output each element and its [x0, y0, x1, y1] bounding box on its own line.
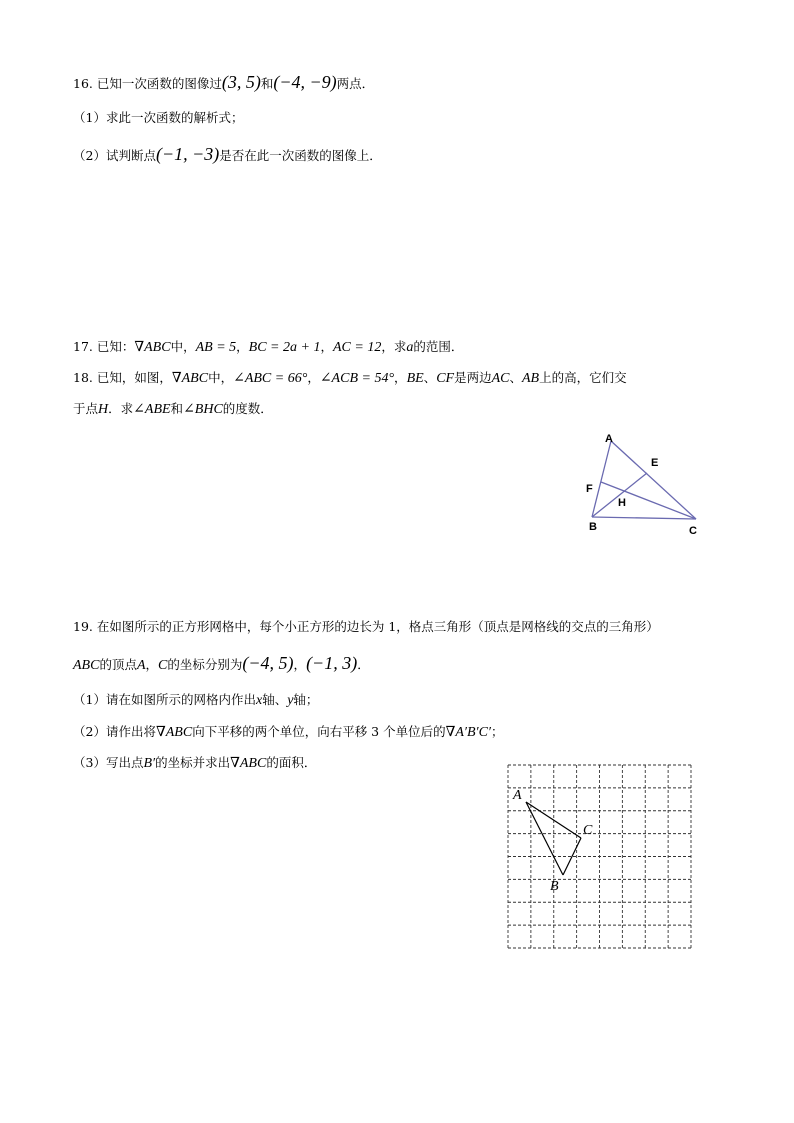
edge-ab — [592, 441, 611, 517]
q17-comma-1: ， — [236, 339, 249, 354]
label-c: C — [689, 525, 697, 537]
q19-coord-c: (−1, 3) — [306, 653, 358, 673]
q17-var: a — [406, 340, 414, 355]
q18-text-c: 是两边 — [454, 370, 492, 385]
q19-part3-a: （3）写出点 — [73, 755, 144, 770]
q17-text-d: 的范围． — [413, 339, 464, 354]
q17-text-c: ，求 — [381, 339, 407, 354]
q19-grid-figure — [505, 762, 695, 952]
q19-part1-c: 轴； — [293, 692, 319, 707]
q17-text-a: 17. 已知： — [73, 339, 135, 354]
q18-text-f: ．求 — [108, 401, 134, 416]
label-b: B — [589, 521, 597, 533]
q19-x: x — [255, 693, 263, 708]
q18-text-d: 上的高，它们交 — [539, 370, 627, 385]
label-f: F — [586, 483, 593, 495]
label-e: E — [651, 457, 659, 469]
q18-comma-2: ， — [394, 370, 407, 385]
q16-stem-text-c: 两点． — [336, 76, 375, 91]
grid-edge-ab — [526, 802, 563, 875]
q19-part3-b: B′ — [143, 756, 156, 771]
q19-part2-b: 向下平移的两个单位，向右平移 3 个单位后的 — [192, 724, 446, 739]
q18-ab: AB — [522, 371, 540, 386]
q19-part1-a: （1）请在如图所示的网格内作出 — [73, 692, 256, 707]
q18-angle1: ∠ABC = 66° — [233, 371, 308, 386]
q16-stem — [73, 71, 374, 95]
q16-point2: (−4, −9) — [273, 72, 337, 92]
q19-text-d: ， — [145, 657, 159, 672]
q19-abc: ABC — [73, 658, 100, 673]
q19-y: y — [287, 693, 294, 708]
q18-triangle: ∇ABC — [171, 371, 209, 386]
q18-ask1: ∠ABE — [133, 402, 171, 417]
q19-c: C — [158, 658, 168, 673]
q17-comma-2: ， — [320, 339, 333, 354]
q19-part2-tri2: ∇A′B′C′ — [445, 725, 491, 740]
q18-text-g: 和 — [170, 401, 184, 416]
q19-part2-a: （2）请作出将 — [73, 724, 156, 739]
q18-sep-1: 、 — [423, 370, 437, 385]
q16-part2-text-b: 是否在此一次函数的图像上． — [219, 148, 382, 163]
q18-cf: CF — [436, 371, 455, 386]
q18-sep-2: 、 — [509, 370, 522, 385]
q19-line2 — [73, 652, 370, 677]
q18-text-e: 于点 — [73, 401, 99, 416]
q19-part3-d: 的面积． — [266, 755, 317, 770]
q18-line2 — [73, 398, 273, 421]
q19-part1-b: 轴、 — [262, 692, 288, 707]
q19-part3-tri: ∇ABC — [230, 756, 267, 771]
q18-be: BE — [406, 371, 424, 386]
grid-label-a: A — [513, 788, 522, 803]
q16-point1: (3, 5) — [221, 72, 261, 92]
q19-coord-a: (−4, 5) — [242, 653, 294, 673]
q18-ask2: ∠BHC — [183, 402, 223, 417]
q16-part1: （1）求此一次函数的解析式； — [73, 110, 244, 125]
q19-text-g: ． — [357, 657, 370, 672]
q18-triangle-figure — [585, 430, 715, 540]
q19-a: A — [136, 658, 146, 673]
q17-text-b: 中， — [170, 339, 196, 354]
grid-label-b: B — [550, 879, 559, 894]
q19-part3-c: 的坐标并求出 — [155, 755, 231, 770]
altitude-be — [592, 473, 647, 517]
q18-line1 — [73, 367, 627, 390]
q19-part1 — [73, 689, 318, 712]
altitude-cf — [601, 482, 696, 519]
q16-part2-text-a: （2）试判断点 — [73, 148, 156, 163]
q18-angle2: ∠ACB = 54° — [319, 371, 395, 386]
q17-ac: AC = 12 — [332, 340, 382, 355]
q16-part2-point: (−1, −3) — [155, 144, 220, 164]
q17-stem — [73, 336, 463, 359]
q19-line1: 19. 在如图所示的正方形网格中，每个小正方形的边长为 1，格点三角形（顶点是网格线的交点的三角形） — [73, 619, 659, 634]
q19-part2-tri: ∇ABC — [155, 725, 193, 740]
q19-part2 — [73, 721, 504, 744]
q18-comma-1: ， — [307, 370, 320, 385]
q16-stem-text-a: 16. 已知一次函数的图像过 — [73, 76, 222, 91]
q19-part3 — [73, 752, 316, 775]
label-a: A — [605, 433, 613, 445]
q18-text-a: 18. 已知，如图， — [73, 370, 172, 385]
grid-lines — [508, 765, 691, 948]
q19-text-b: 的顶点 — [99, 657, 137, 672]
q17-triangle: ∇ABC — [134, 340, 171, 355]
label-h: H — [618, 497, 626, 509]
q16-stem-text-b: 和 — [260, 76, 274, 91]
q18-ac: AC — [491, 371, 510, 386]
q17-ab: AB = 5 — [195, 340, 237, 355]
q19-text-f: 的坐标分别为 — [167, 657, 243, 672]
q19-comma: ， — [293, 657, 307, 672]
q19-part2-c: ； — [491, 724, 504, 739]
q17-bc: BC = 2a + 1 — [248, 340, 321, 355]
edge-bc — [592, 517, 696, 519]
grid-label-c: C — [583, 823, 593, 838]
q16-part2 — [73, 143, 382, 167]
q18-h: H — [98, 402, 109, 417]
q18-text-h: 的度数． — [222, 401, 273, 416]
q18-text-b: 中， — [208, 370, 234, 385]
